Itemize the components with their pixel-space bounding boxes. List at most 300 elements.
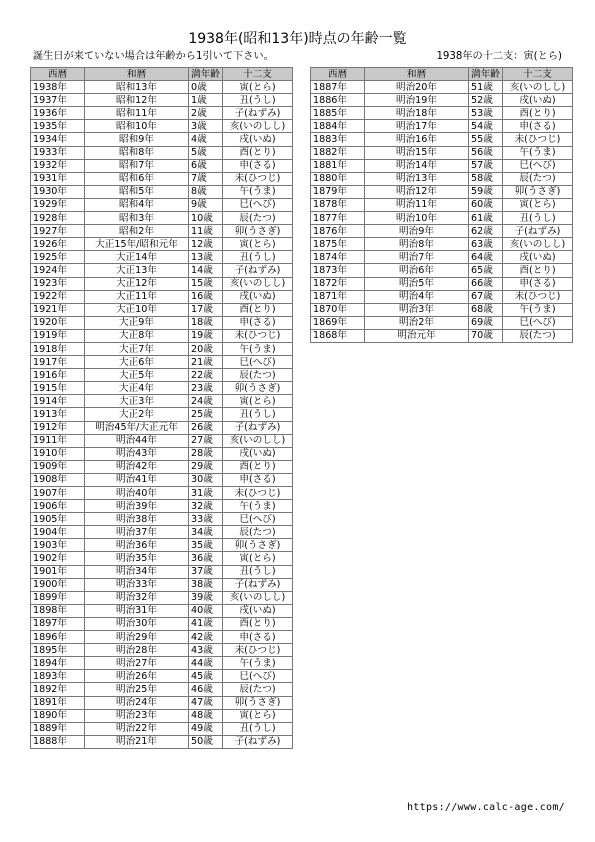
cell-age: 56歳 — [469, 146, 503, 159]
cell-zodiac: 戌(いぬ) — [503, 94, 573, 107]
cell-wareki: 明治5年 — [365, 277, 469, 290]
cell-age: 4歳 — [189, 133, 223, 146]
table-row — [31, 460, 293, 473]
cell-west: 1938年 — [31, 81, 85, 94]
cell-wareki: 明治31年 — [85, 604, 189, 617]
table-row — [311, 172, 573, 185]
table-row — [31, 617, 293, 630]
cell-west: 1900年 — [31, 578, 85, 591]
cell-west: 1907年 — [31, 487, 85, 500]
cell-west: 1895年 — [31, 644, 85, 657]
cell-zodiac: 戌(いぬ) — [223, 447, 293, 460]
cell-wareki: 明治38年 — [85, 513, 189, 526]
cell-zodiac: 午(うま) — [223, 657, 293, 670]
cell-west: 1905年 — [31, 513, 85, 526]
cell-zodiac: 酉(とり) — [223, 617, 293, 630]
cell-west: 1874年 — [311, 251, 365, 264]
table-row — [31, 591, 293, 604]
table-row — [311, 316, 573, 329]
cell-wareki: 明治29年 — [85, 631, 189, 644]
cell-zodiac: 辰(たつ) — [503, 172, 573, 185]
cell-age: 38歳 — [189, 578, 223, 591]
header-west: 西暦 — [311, 68, 365, 81]
cell-wareki: 明治24年 — [85, 696, 189, 709]
cell-zodiac: 申(さる) — [503, 277, 573, 290]
table-row — [311, 303, 573, 316]
cell-zodiac: 未(ひつじ) — [223, 172, 293, 185]
cell-wareki: 昭和12年 — [85, 94, 189, 107]
table-row — [311, 146, 573, 159]
cell-west: 1869年 — [311, 316, 365, 329]
cell-west: 1910年 — [31, 447, 85, 460]
table-row — [311, 159, 573, 172]
cell-wareki: 明治20年 — [365, 81, 469, 94]
cell-west: 1924年 — [31, 264, 85, 277]
cell-west: 1881年 — [311, 159, 365, 172]
cell-age: 34歳 — [189, 526, 223, 539]
cell-wareki: 明治35年 — [85, 552, 189, 565]
cell-west: 1935年 — [31, 120, 85, 133]
cell-wareki: 昭和8年 — [85, 146, 189, 159]
cell-zodiac: 亥(いのしし) — [223, 277, 293, 290]
cell-age: 14歳 — [189, 264, 223, 277]
cell-zodiac: 戌(いぬ) — [223, 290, 293, 303]
cell-west: 1937年 — [31, 94, 85, 107]
table-row — [31, 644, 293, 657]
cell-age: 24歳 — [189, 395, 223, 408]
cell-age: 60歳 — [469, 198, 503, 211]
table-row — [31, 552, 293, 565]
table-row — [31, 198, 293, 211]
cell-wareki: 明治3年 — [365, 303, 469, 316]
age-table-right — [310, 67, 573, 343]
cell-age: 64歳 — [469, 251, 503, 264]
site-url[interactable]: https://www.calc-age.com/ — [406, 802, 565, 813]
cell-zodiac: 巳(へび) — [223, 670, 293, 683]
cell-west: 1891年 — [31, 696, 85, 709]
cell-wareki: 明治33年 — [85, 578, 189, 591]
page-title: 1938年(昭和13年)時点の年齢一覧 — [188, 31, 407, 47]
cell-west: 1933年 — [31, 146, 85, 159]
cell-wareki: 大正13年 — [85, 264, 189, 277]
cell-wareki: 大正4年 — [85, 382, 189, 395]
cell-age: 51歳 — [469, 81, 503, 94]
cell-age: 16歳 — [189, 290, 223, 303]
cell-age: 62歳 — [469, 225, 503, 238]
cell-west: 1873年 — [311, 264, 365, 277]
cell-zodiac: 亥(いのしし) — [223, 434, 293, 447]
cell-west: 1875年 — [311, 238, 365, 251]
cell-zodiac: 未(ひつじ) — [223, 329, 293, 342]
cell-age: 44歳 — [189, 657, 223, 670]
table-row — [31, 120, 293, 133]
table-row — [31, 513, 293, 526]
cell-age: 57歳 — [469, 159, 503, 172]
cell-west: 1918年 — [31, 342, 85, 355]
table-row — [31, 133, 293, 146]
cell-west: 1903年 — [31, 539, 85, 552]
table-row — [31, 683, 293, 696]
cell-west: 1915年 — [31, 382, 85, 395]
cell-wareki: 明治元年 — [365, 329, 469, 342]
cell-wareki: 大正2年 — [85, 408, 189, 421]
cell-age: 29歳 — [189, 460, 223, 473]
table-row — [31, 225, 293, 238]
cell-age: 11歳 — [189, 225, 223, 238]
age-table-left — [30, 67, 293, 749]
cell-west: 1914年 — [31, 395, 85, 408]
cell-zodiac: 午(うま) — [223, 185, 293, 198]
cell-age: 42歳 — [189, 631, 223, 644]
cell-wareki: 明治32年 — [85, 591, 189, 604]
table-row — [31, 159, 293, 172]
cell-wareki: 明治11年 — [365, 198, 469, 211]
table-row — [311, 107, 573, 120]
table-row — [31, 382, 293, 395]
table-row — [31, 277, 293, 290]
cell-wareki: 明治7年 — [365, 251, 469, 264]
cell-age: 66歳 — [469, 277, 503, 290]
table-row — [311, 212, 573, 225]
cell-west: 1921年 — [31, 303, 85, 316]
cell-zodiac: 巳(へび) — [223, 356, 293, 369]
cell-age: 50歳 — [189, 735, 223, 748]
cell-age: 47歳 — [189, 696, 223, 709]
cell-age: 15歳 — [189, 277, 223, 290]
cell-wareki: 明治43年 — [85, 447, 189, 460]
cell-age: 55歳 — [469, 133, 503, 146]
cell-west: 1886年 — [311, 94, 365, 107]
cell-wareki: 明治18年 — [365, 107, 469, 120]
cell-west: 1870年 — [311, 303, 365, 316]
cell-age: 41歳 — [189, 617, 223, 630]
cell-zodiac: 巳(へび) — [223, 513, 293, 526]
birthday-note: 誕生日が来ていない場合は年齢から1引いて下さい。 — [33, 51, 274, 62]
cell-wareki: 明治10年 — [365, 212, 469, 225]
table-row — [311, 251, 573, 264]
cell-age: 1歳 — [189, 94, 223, 107]
table-header-row — [311, 68, 573, 81]
table-row — [31, 303, 293, 316]
cell-wareki: 明治16年 — [365, 133, 469, 146]
table-row — [31, 565, 293, 578]
cell-zodiac: 午(うま) — [503, 146, 573, 159]
cell-age: 63歳 — [469, 238, 503, 251]
cell-zodiac: 申(さる) — [223, 473, 293, 486]
cell-zodiac: 酉(とり) — [503, 264, 573, 277]
cell-zodiac: 子(ねずみ) — [223, 264, 293, 277]
cell-west: 1916年 — [31, 369, 85, 382]
table-row — [31, 604, 293, 617]
cell-west: 1930年 — [31, 185, 85, 198]
cell-wareki: 昭和13年 — [85, 81, 189, 94]
cell-wareki: 昭和2年 — [85, 225, 189, 238]
cell-age: 3歳 — [189, 120, 223, 133]
cell-zodiac: 午(うま) — [223, 342, 293, 355]
cell-wareki: 昭和6年 — [85, 172, 189, 185]
cell-age: 68歳 — [469, 303, 503, 316]
cell-zodiac: 酉(とり) — [223, 460, 293, 473]
cell-age: 27歳 — [189, 434, 223, 447]
cell-age: 7歳 — [189, 172, 223, 185]
header-zodiac: 十二支 — [223, 68, 293, 81]
cell-age: 23歳 — [189, 382, 223, 395]
cell-west: 1904年 — [31, 526, 85, 539]
cell-age: 65歳 — [469, 264, 503, 277]
cell-age: 37歳 — [189, 565, 223, 578]
cell-wareki: 明治6年 — [365, 264, 469, 277]
cell-west: 1877年 — [311, 212, 365, 225]
cell-west: 1912年 — [31, 421, 85, 434]
table-row — [311, 198, 573, 211]
cell-wareki: 大正3年 — [85, 395, 189, 408]
table-row — [31, 238, 293, 251]
table-row — [31, 369, 293, 382]
cell-age: 39歳 — [189, 591, 223, 604]
cell-wareki: 昭和3年 — [85, 212, 189, 225]
cell-age: 13歳 — [189, 251, 223, 264]
cell-wareki: 明治41年 — [85, 473, 189, 486]
table-row — [31, 434, 293, 447]
cell-zodiac: 寅(とら) — [223, 552, 293, 565]
cell-wareki: 大正12年 — [85, 277, 189, 290]
table-row — [31, 395, 293, 408]
table-row — [31, 526, 293, 539]
cell-zodiac: 申(さる) — [503, 120, 573, 133]
table-row — [31, 94, 293, 107]
cell-age: 54歳 — [469, 120, 503, 133]
table-row — [31, 735, 293, 748]
cell-wareki: 明治21年 — [85, 735, 189, 748]
table-row — [31, 185, 293, 198]
cell-age: 67歳 — [469, 290, 503, 303]
cell-west: 1911年 — [31, 434, 85, 447]
table-body-left — [31, 81, 293, 749]
table-row — [31, 172, 293, 185]
cell-wareki: 明治9年 — [365, 225, 469, 238]
cell-wareki: 明治28年 — [85, 644, 189, 657]
cell-age: 19歳 — [189, 329, 223, 342]
cell-age: 0歳 — [189, 81, 223, 94]
cell-wareki: 明治30年 — [85, 617, 189, 630]
cell-age: 49歳 — [189, 722, 223, 735]
cell-wareki: 明治19年 — [365, 94, 469, 107]
cell-zodiac: 卯(うさぎ) — [223, 382, 293, 395]
cell-west: 1906年 — [31, 500, 85, 513]
table-row — [31, 212, 293, 225]
cell-zodiac: 未(ひつじ) — [223, 487, 293, 500]
table-row — [31, 264, 293, 277]
cell-west: 1890年 — [31, 709, 85, 722]
cell-zodiac: 寅(とら) — [503, 198, 573, 211]
table-row — [31, 81, 293, 94]
cell-zodiac: 未(ひつじ) — [503, 290, 573, 303]
cell-west: 1880年 — [311, 172, 365, 185]
cell-wareki: 昭和7年 — [85, 159, 189, 172]
cell-west: 1893年 — [31, 670, 85, 683]
cell-zodiac: 丑(うし) — [503, 212, 573, 225]
header-wareki: 和暦 — [85, 68, 189, 81]
cell-west: 1876年 — [311, 225, 365, 238]
table-row — [311, 290, 573, 303]
cell-west: 1934年 — [31, 133, 85, 146]
cell-wareki: 昭和9年 — [85, 133, 189, 146]
cell-wareki: 明治22年 — [85, 722, 189, 735]
cell-wareki: 明治14年 — [365, 159, 469, 172]
cell-wareki: 明治15年 — [365, 146, 469, 159]
cell-zodiac: 辰(たつ) — [223, 683, 293, 696]
cell-age: 32歳 — [189, 500, 223, 513]
cell-zodiac: 辰(たつ) — [503, 329, 573, 342]
cell-zodiac: 丑(うし) — [223, 94, 293, 107]
table-row — [311, 264, 573, 277]
cell-zodiac: 子(ねずみ) — [223, 735, 293, 748]
cell-age: 36歳 — [189, 552, 223, 565]
cell-wareki: 大正5年 — [85, 369, 189, 382]
table-row — [31, 657, 293, 670]
cell-wareki: 大正9年 — [85, 316, 189, 329]
cell-wareki: 大正11年 — [85, 290, 189, 303]
cell-zodiac: 申(さる) — [223, 159, 293, 172]
cell-wareki: 明治42年 — [85, 460, 189, 473]
cell-wareki: 明治4年 — [365, 290, 469, 303]
header-zodiac: 十二支 — [503, 68, 573, 81]
table-row — [31, 722, 293, 735]
cell-age: 9歳 — [189, 198, 223, 211]
cell-west: 1899年 — [31, 591, 85, 604]
cell-west: 1883年 — [311, 133, 365, 146]
table-row — [311, 94, 573, 107]
cell-zodiac: 丑(うし) — [223, 408, 293, 421]
table-row — [31, 487, 293, 500]
table-row — [31, 251, 293, 264]
cell-wareki: 昭和5年 — [85, 185, 189, 198]
table-row — [31, 290, 293, 303]
cell-wareki: 明治37年 — [85, 526, 189, 539]
cell-age: 20歳 — [189, 342, 223, 355]
cell-age: 46歳 — [189, 683, 223, 696]
cell-zodiac: 丑(うし) — [223, 251, 293, 264]
cell-west: 1887年 — [311, 81, 365, 94]
table-row — [31, 329, 293, 342]
cell-zodiac: 寅(とら) — [223, 238, 293, 251]
cell-age: 45歳 — [189, 670, 223, 683]
cell-wareki: 明治8年 — [365, 238, 469, 251]
cell-west: 1894年 — [31, 657, 85, 670]
cell-west: 1868年 — [311, 329, 365, 342]
table-header-row — [31, 68, 293, 81]
cell-zodiac: 子(ねずみ) — [223, 578, 293, 591]
cell-age: 26歳 — [189, 421, 223, 434]
cell-zodiac: 亥(いのしし) — [503, 81, 573, 94]
cell-wareki: 明治36年 — [85, 539, 189, 552]
cell-zodiac: 亥(いのしし) — [223, 591, 293, 604]
cell-wareki: 明治25年 — [85, 683, 189, 696]
cell-west: 1898年 — [31, 604, 85, 617]
cell-west: 1882年 — [311, 146, 365, 159]
cell-zodiac: 未(ひつじ) — [503, 133, 573, 146]
cell-zodiac: 巳(へび) — [503, 159, 573, 172]
cell-age: 25歳 — [189, 408, 223, 421]
cell-wareki: 昭和10年 — [85, 120, 189, 133]
cell-wareki: 明治23年 — [85, 709, 189, 722]
cell-wareki: 大正14年 — [85, 251, 189, 264]
cell-zodiac: 申(さる) — [223, 316, 293, 329]
cell-west: 1908年 — [31, 473, 85, 486]
table-row — [311, 238, 573, 251]
table-row — [31, 342, 293, 355]
cell-west: 1879年 — [311, 185, 365, 198]
cell-zodiac: 辰(たつ) — [223, 212, 293, 225]
cell-zodiac: 酉(とり) — [223, 303, 293, 316]
cell-zodiac: 午(うま) — [223, 500, 293, 513]
cell-wareki: 昭和11年 — [85, 107, 189, 120]
cell-age: 10歳 — [189, 212, 223, 225]
cell-wareki: 明治2年 — [365, 316, 469, 329]
cell-zodiac: 寅(とら) — [223, 395, 293, 408]
cell-west: 1897年 — [31, 617, 85, 630]
table-row — [311, 133, 573, 146]
cell-west: 1872年 — [311, 277, 365, 290]
table-row — [31, 356, 293, 369]
cell-west: 1896年 — [31, 631, 85, 644]
cell-wareki: 大正6年 — [85, 356, 189, 369]
table-row — [311, 225, 573, 238]
cell-zodiac: 卯(うさぎ) — [503, 185, 573, 198]
table-row — [31, 631, 293, 644]
cell-age: 40歳 — [189, 604, 223, 617]
cell-wareki: 明治40年 — [85, 487, 189, 500]
cell-age: 28歳 — [189, 447, 223, 460]
cell-wareki: 明治12年 — [365, 185, 469, 198]
cell-age: 52歳 — [469, 94, 503, 107]
cell-zodiac: 寅(とら) — [223, 709, 293, 722]
table-row — [31, 500, 293, 513]
cell-west: 1871年 — [311, 290, 365, 303]
cell-age: 59歳 — [469, 185, 503, 198]
cell-zodiac: 巳(へび) — [503, 316, 573, 329]
cell-west: 1931年 — [31, 172, 85, 185]
cell-zodiac: 戌(いぬ) — [223, 604, 293, 617]
cell-age: 53歳 — [469, 107, 503, 120]
cell-west: 1878年 — [311, 198, 365, 211]
cell-wareki: 大正7年 — [85, 342, 189, 355]
table-row — [31, 408, 293, 421]
table-body-right — [311, 81, 573, 343]
cell-west: 1902年 — [31, 552, 85, 565]
table-row — [31, 696, 293, 709]
table-row — [311, 81, 573, 94]
cell-zodiac: 巳(へび) — [223, 198, 293, 211]
header-age: 満年齢 — [189, 68, 223, 81]
table-row — [31, 107, 293, 120]
cell-age: 18歳 — [189, 316, 223, 329]
cell-age: 8歳 — [189, 185, 223, 198]
cell-west: 1884年 — [311, 120, 365, 133]
cell-zodiac: 辰(たつ) — [223, 526, 293, 539]
cell-age: 31歳 — [189, 487, 223, 500]
cell-west: 1888年 — [31, 735, 85, 748]
cell-age: 17歳 — [189, 303, 223, 316]
cell-west: 1917年 — [31, 356, 85, 369]
cell-zodiac: 卯(うさぎ) — [223, 225, 293, 238]
cell-west: 1920年 — [31, 316, 85, 329]
cell-age: 12歳 — [189, 238, 223, 251]
cell-zodiac: 申(さる) — [223, 631, 293, 644]
cell-wareki: 明治26年 — [85, 670, 189, 683]
header-age: 満年齢 — [469, 68, 503, 81]
cell-zodiac: 戌(いぬ) — [503, 251, 573, 264]
